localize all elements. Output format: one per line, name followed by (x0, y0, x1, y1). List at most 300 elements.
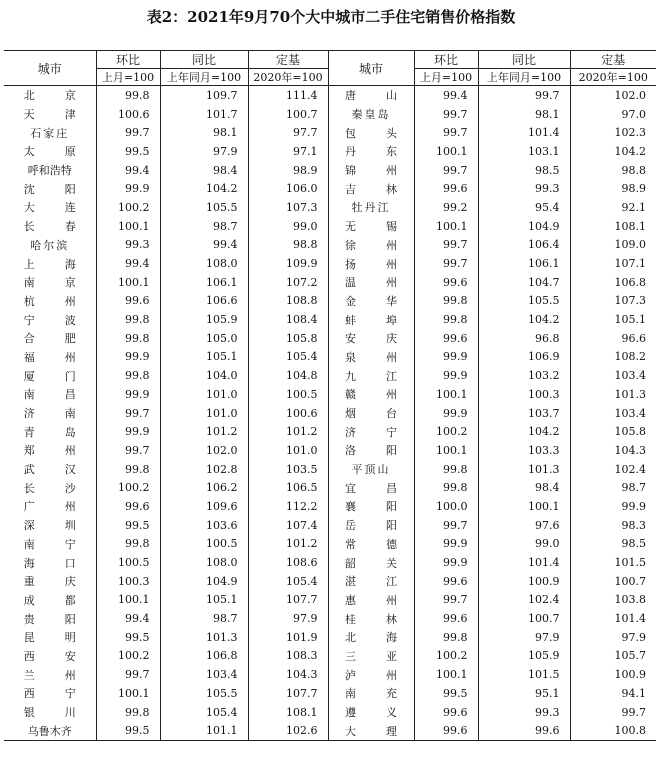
base-cell-left: 107.7 (248, 591, 328, 610)
mom-cell-left: 99.4 (96, 254, 160, 273)
table-row (4, 329, 656, 348)
city-name: 扬 州 (345, 257, 397, 271)
table-row (4, 703, 656, 722)
base-cell-right: 108.2 (570, 348, 656, 367)
base-cell-right: 102.4 (570, 460, 656, 479)
header-base-right: 定基 (570, 51, 656, 69)
city-name: 泉 州 (345, 350, 397, 364)
city-cell-right (328, 273, 414, 292)
mom-cell-right: 99.7 (414, 254, 478, 273)
city-cell-left (4, 460, 96, 479)
city-name: 赣 州 (345, 388, 397, 402)
base-cell-left: 107.7 (248, 684, 328, 703)
base-cell-right: 107.3 (570, 292, 656, 311)
mom-cell-left: 99.4 (96, 161, 160, 180)
table-row (4, 535, 656, 554)
header-city-right: 城市 (328, 51, 414, 86)
city-name: 广 州 (23, 500, 76, 514)
yoy-cell-left: 103.6 (160, 516, 248, 535)
base-cell-right: 98.5 (570, 535, 656, 554)
table-row (4, 478, 656, 497)
yoy-cell-right: 104.7 (478, 273, 570, 292)
city-cell-left (4, 628, 96, 647)
yoy-cell-left: 104.0 (160, 366, 248, 385)
table-row (4, 553, 656, 572)
mom-cell-left: 100.1 (96, 273, 160, 292)
base-cell-right: 99.7 (570, 703, 656, 722)
mom-cell-left: 99.5 (96, 721, 160, 740)
city-cell-right (328, 460, 414, 479)
yoy-cell-left: 101.2 (160, 422, 248, 441)
yoy-cell-left: 97.9 (160, 142, 248, 161)
table-body (4, 86, 656, 741)
mom-cell-right: 99.8 (414, 478, 478, 497)
yoy-cell-left: 101.1 (160, 721, 248, 740)
mom-cell-right: 99.8 (414, 310, 478, 329)
city-cell-right (328, 292, 414, 311)
mom-cell-right: 100.2 (414, 647, 478, 666)
city-name: 宁 波 (23, 313, 76, 327)
city-name: 安 庆 (345, 332, 397, 346)
yoy-cell-right: 99.3 (478, 703, 570, 722)
city-cell-right (328, 628, 414, 647)
base-cell-right: 92.1 (570, 198, 656, 217)
mom-cell-right: 100.1 (414, 142, 478, 161)
yoy-cell-left: 101.7 (160, 105, 248, 124)
mom-cell-left: 99.5 (96, 516, 160, 535)
city-name: 惠 州 (345, 593, 397, 607)
base-cell-left: 107.3 (248, 198, 328, 217)
city-name: 天 津 (23, 108, 76, 122)
yoy-cell-right: 105.5 (478, 292, 570, 311)
yoy-cell-left: 98.1 (160, 123, 248, 142)
mom-cell-right: 100.1 (414, 217, 478, 236)
table-row (4, 385, 656, 404)
city-name: 吉 林 (345, 182, 397, 196)
yoy-cell-left: 105.4 (160, 703, 248, 722)
yoy-cell-right: 97.6 (478, 516, 570, 535)
mom-cell-right: 99.6 (414, 609, 478, 628)
mom-cell-right: 99.4 (414, 86, 478, 105)
mom-cell-left: 99.5 (96, 142, 160, 161)
yoy-cell-right: 98.5 (478, 161, 570, 180)
city-name: 襄 阳 (345, 500, 397, 514)
header-mom-right: 环比 (414, 51, 478, 69)
city-name: 唐 山 (345, 89, 397, 103)
mom-cell-left: 99.6 (96, 497, 160, 516)
city-cell-right (328, 123, 414, 142)
base-cell-right: 98.8 (570, 161, 656, 180)
mom-cell-right: 99.6 (414, 703, 478, 722)
mom-cell-left: 99.9 (96, 422, 160, 441)
mom-cell-left: 99.7 (96, 123, 160, 142)
mom-cell-right: 99.8 (414, 628, 478, 647)
yoy-cell-right: 105.9 (478, 647, 570, 666)
mom-cell-left: 99.4 (96, 609, 160, 628)
city-name: 兰 州 (23, 668, 76, 682)
city-cell-left (4, 404, 96, 423)
base-cell-left: 107.4 (248, 516, 328, 535)
mom-cell-right: 99.9 (414, 348, 478, 367)
city-name: 韶 关 (345, 556, 397, 570)
yoy-cell-right: 103.2 (478, 366, 570, 385)
base-cell-left: 108.3 (248, 647, 328, 666)
city-name: 包 头 (345, 126, 397, 140)
table-row (4, 665, 656, 684)
city-name: 南 京 (23, 276, 76, 290)
city-name: 秦皇岛 (351, 108, 391, 122)
yoy-cell-left: 108.0 (160, 553, 248, 572)
city-name: 北 海 (345, 631, 397, 645)
city-name: 长 春 (23, 220, 76, 234)
mom-cell-right: 99.7 (414, 516, 478, 535)
city-name: 宜 昌 (345, 481, 397, 495)
city-cell-right (328, 684, 414, 703)
mom-cell-right: 99.6 (414, 273, 478, 292)
mom-cell-right: 99.6 (414, 179, 478, 198)
table-row (4, 684, 656, 703)
city-cell-left (4, 609, 96, 628)
table-row (4, 198, 656, 217)
base-cell-right: 98.7 (570, 478, 656, 497)
yoy-cell-right: 99.3 (478, 179, 570, 198)
base-cell-left: 98.8 (248, 236, 328, 255)
mom-cell-left: 99.7 (96, 404, 160, 423)
city-name: 贵 阳 (23, 612, 76, 626)
city-cell-right (328, 348, 414, 367)
base-cell-right: 103.4 (570, 404, 656, 423)
base-cell-right: 105.8 (570, 422, 656, 441)
base-cell-right: 100.7 (570, 572, 656, 591)
mom-cell-left: 99.9 (96, 179, 160, 198)
mom-cell-right: 100.0 (414, 497, 478, 516)
header-mom-left: 环比 (96, 51, 160, 69)
city-cell-right (328, 198, 414, 217)
base-cell-left: 103.5 (248, 460, 328, 479)
city-name: 桂 林 (345, 612, 397, 626)
yoy-cell-right: 98.1 (478, 105, 570, 124)
yoy-cell-left: 108.0 (160, 254, 248, 273)
city-name: 北 京 (23, 89, 76, 103)
city-cell-left (4, 329, 96, 348)
city-name: 济 宁 (345, 425, 397, 439)
city-cell-left (4, 217, 96, 236)
mom-cell-left: 100.2 (96, 198, 160, 217)
yoy-cell-left: 105.1 (160, 348, 248, 367)
city-name: 西 安 (23, 649, 76, 663)
city-name: 三 亚 (345, 649, 397, 663)
city-cell-left (4, 198, 96, 217)
city-cell-left (4, 105, 96, 124)
yoy-cell-left: 104.9 (160, 572, 248, 591)
city-cell-right (328, 535, 414, 554)
city-cell-left (4, 441, 96, 460)
header-yoy-sub-right: 上年同月=100 (478, 69, 570, 86)
yoy-cell-left: 105.9 (160, 310, 248, 329)
mom-cell-right: 99.6 (414, 572, 478, 591)
mom-cell-left: 100.1 (96, 684, 160, 703)
city-cell-left (4, 179, 96, 198)
city-cell-left (4, 516, 96, 535)
city-name: 烟 台 (345, 407, 397, 421)
city-name: 平顶山 (351, 463, 391, 477)
mom-cell-right: 99.2 (414, 198, 478, 217)
mom-cell-right: 99.8 (414, 460, 478, 479)
yoy-cell-left: 98.4 (160, 161, 248, 180)
mom-cell-right: 99.8 (414, 292, 478, 311)
mom-cell-right: 99.9 (414, 535, 478, 554)
city-cell-left (4, 348, 96, 367)
city-name: 徐 州 (345, 238, 397, 252)
header-base-sub-right: 2020年=100 (570, 69, 656, 86)
table-row (4, 236, 656, 255)
city-name: 泸 州 (345, 668, 397, 682)
city-cell-left (4, 310, 96, 329)
city-name: 海 口 (23, 556, 76, 570)
base-cell-right: 105.1 (570, 310, 656, 329)
base-cell-left: 100.5 (248, 385, 328, 404)
yoy-cell-right: 97.9 (478, 628, 570, 647)
yoy-cell-right: 100.3 (478, 385, 570, 404)
base-cell-left: 100.7 (248, 105, 328, 124)
yoy-cell-right: 103.1 (478, 142, 570, 161)
yoy-cell-left: 109.7 (160, 86, 248, 105)
city-name: 洛 阳 (345, 444, 397, 458)
city-cell-right (328, 721, 414, 740)
city-name: 昆 明 (23, 631, 76, 645)
city-name: 厦 门 (23, 369, 76, 383)
mom-cell-right: 99.7 (414, 123, 478, 142)
city-name: 重 庆 (23, 575, 76, 589)
table-row (4, 628, 656, 647)
table-row (4, 292, 656, 311)
city-cell-left (4, 161, 96, 180)
city-name: 沈 阳 (23, 182, 76, 196)
city-cell-left (4, 142, 96, 161)
mom-cell-left: 99.3 (96, 236, 160, 255)
table-row (4, 254, 656, 273)
yoy-cell-right: 95.1 (478, 684, 570, 703)
table-row (4, 647, 656, 666)
table-row (4, 721, 656, 740)
city-cell-right (328, 86, 414, 105)
city-cell-left (4, 422, 96, 441)
city-cell-right (328, 179, 414, 198)
mom-cell-left: 99.6 (96, 292, 160, 311)
mom-cell-left: 99.8 (96, 703, 160, 722)
yoy-cell-left: 100.5 (160, 535, 248, 554)
base-cell-left: 105.4 (248, 572, 328, 591)
city-cell-left (4, 553, 96, 572)
table-row (4, 609, 656, 628)
base-cell-left: 101.2 (248, 422, 328, 441)
mom-cell-left: 100.1 (96, 217, 160, 236)
city-name: 银 川 (23, 706, 76, 720)
mom-cell-left: 99.8 (96, 86, 160, 105)
base-cell-right: 100.8 (570, 721, 656, 740)
mom-cell-left: 99.5 (96, 628, 160, 647)
city-cell-right (328, 105, 414, 124)
base-cell-right: 103.8 (570, 591, 656, 610)
table-title: 表2：2021年9月70个大中城市二手住宅销售价格指数 (146, 8, 516, 26)
mom-cell-right: 99.6 (414, 721, 478, 740)
city-cell-right (328, 422, 414, 441)
base-cell-left: 106.5 (248, 478, 328, 497)
base-cell-left: 109.9 (248, 254, 328, 273)
header-mom-sub-left: 上月=100 (96, 69, 160, 86)
mom-cell-right: 99.5 (414, 684, 478, 703)
city-cell-right (328, 385, 414, 404)
city-name: 武 汉 (23, 463, 76, 477)
yoy-cell-left: 105.5 (160, 198, 248, 217)
header-yoy-sub-left: 上年同月=100 (160, 69, 248, 86)
city-cell-left (4, 254, 96, 273)
city-name: 济 南 (23, 407, 76, 421)
base-cell-right: 98.9 (570, 179, 656, 198)
yoy-cell-right: 98.4 (478, 478, 570, 497)
city-cell-left (4, 572, 96, 591)
base-cell-left: 105.8 (248, 329, 328, 348)
mom-cell-left: 99.9 (96, 348, 160, 367)
mom-cell-left: 99.8 (96, 310, 160, 329)
city-name: 深 圳 (23, 519, 76, 533)
table-row (4, 404, 656, 423)
mom-cell-left: 100.1 (96, 591, 160, 610)
city-cell-left (4, 478, 96, 497)
table-row (4, 310, 656, 329)
base-cell-left: 101.0 (248, 441, 328, 460)
city-cell-left (4, 684, 96, 703)
mom-cell-left: 100.2 (96, 647, 160, 666)
mom-cell-left: 99.7 (96, 665, 160, 684)
base-cell-left: 102.6 (248, 721, 328, 740)
base-cell-right: 102.0 (570, 86, 656, 105)
city-name: 金 华 (345, 294, 397, 308)
base-cell-right: 98.3 (570, 516, 656, 535)
yoy-cell-right: 100.1 (478, 497, 570, 516)
mom-cell-left: 99.8 (96, 460, 160, 479)
base-cell-right: 109.0 (570, 236, 656, 255)
city-cell-left (4, 647, 96, 666)
yoy-cell-right: 101.5 (478, 665, 570, 684)
yoy-cell-right: 103.7 (478, 404, 570, 423)
mom-cell-left: 99.9 (96, 385, 160, 404)
base-cell-right: 94.1 (570, 684, 656, 703)
city-name: 呼和浩特 (27, 164, 72, 178)
city-name: 太 原 (23, 145, 76, 159)
base-cell-right: 103.4 (570, 366, 656, 385)
base-cell-right: 108.1 (570, 217, 656, 236)
table-row (4, 273, 656, 292)
city-name: 遵 义 (345, 706, 397, 720)
table-row (4, 348, 656, 367)
table-row (4, 179, 656, 198)
base-cell-right: 102.3 (570, 123, 656, 142)
city-cell-left (4, 497, 96, 516)
base-cell-left: 97.9 (248, 609, 328, 628)
city-name: 成 都 (23, 593, 76, 607)
table-row (4, 572, 656, 591)
header-yoy-left: 同比 (160, 51, 248, 69)
table-row (4, 591, 656, 610)
city-cell-left (4, 721, 96, 740)
yoy-cell-right: 96.8 (478, 329, 570, 348)
base-cell-left: 104.8 (248, 366, 328, 385)
mom-cell-left: 100.3 (96, 572, 160, 591)
base-cell-right: 104.2 (570, 142, 656, 161)
yoy-cell-left: 99.4 (160, 236, 248, 255)
city-cell-left (4, 273, 96, 292)
yoy-cell-right: 101.4 (478, 123, 570, 142)
base-cell-left: 108.1 (248, 703, 328, 722)
mom-cell-right: 99.6 (414, 329, 478, 348)
city-cell-right (328, 441, 414, 460)
yoy-cell-right: 101.3 (478, 460, 570, 479)
base-cell-left: 107.2 (248, 273, 328, 292)
city-name: 长 沙 (23, 481, 76, 495)
header-base-sub-left: 2020年=100 (248, 69, 328, 86)
yoy-cell-left: 106.8 (160, 647, 248, 666)
base-cell-right: 100.9 (570, 665, 656, 684)
mom-cell-left: 99.8 (96, 366, 160, 385)
table-row (4, 217, 656, 236)
yoy-cell-left: 102.0 (160, 441, 248, 460)
city-cell-right (328, 217, 414, 236)
mom-cell-right: 100.2 (414, 422, 478, 441)
yoy-cell-left: 103.4 (160, 665, 248, 684)
mom-cell-right: 100.1 (414, 385, 478, 404)
yoy-cell-left: 98.7 (160, 609, 248, 628)
base-cell-right: 97.9 (570, 628, 656, 647)
mom-cell-left: 100.2 (96, 478, 160, 497)
city-cell-right (328, 591, 414, 610)
yoy-cell-left: 106.2 (160, 478, 248, 497)
city-name: 南 昌 (23, 388, 76, 402)
yoy-cell-left: 101.3 (160, 628, 248, 647)
base-cell-right: 96.6 (570, 329, 656, 348)
table-row (4, 422, 656, 441)
yoy-cell-right: 99.7 (478, 86, 570, 105)
city-name: 上 海 (23, 257, 76, 271)
city-cell-right (328, 553, 414, 572)
base-cell-left: 108.4 (248, 310, 328, 329)
table-row (4, 86, 656, 105)
yoy-cell-left: 101.0 (160, 385, 248, 404)
table-header (4, 51, 656, 86)
base-cell-left: 111.4 (248, 86, 328, 105)
base-cell-right: 107.1 (570, 254, 656, 273)
yoy-cell-left: 104.2 (160, 179, 248, 198)
base-cell-right: 106.8 (570, 273, 656, 292)
mom-cell-right: 100.1 (414, 665, 478, 684)
city-cell-right (328, 329, 414, 348)
mom-cell-right: 99.7 (414, 105, 478, 124)
city-name: 大 理 (345, 724, 397, 738)
city-name: 乌鲁木齐 (27, 724, 72, 738)
city-cell-right (328, 609, 414, 628)
price-index-table (4, 50, 656, 741)
city-name: 九 江 (345, 369, 397, 383)
base-cell-left: 105.4 (248, 348, 328, 367)
city-name: 福 州 (23, 350, 76, 364)
yoy-cell-right: 102.4 (478, 591, 570, 610)
yoy-cell-left: 106.1 (160, 273, 248, 292)
table-row (4, 105, 656, 124)
yoy-cell-left: 98.7 (160, 217, 248, 236)
city-name: 西 宁 (23, 687, 76, 701)
yoy-cell-right: 106.9 (478, 348, 570, 367)
yoy-cell-right: 95.4 (478, 198, 570, 217)
